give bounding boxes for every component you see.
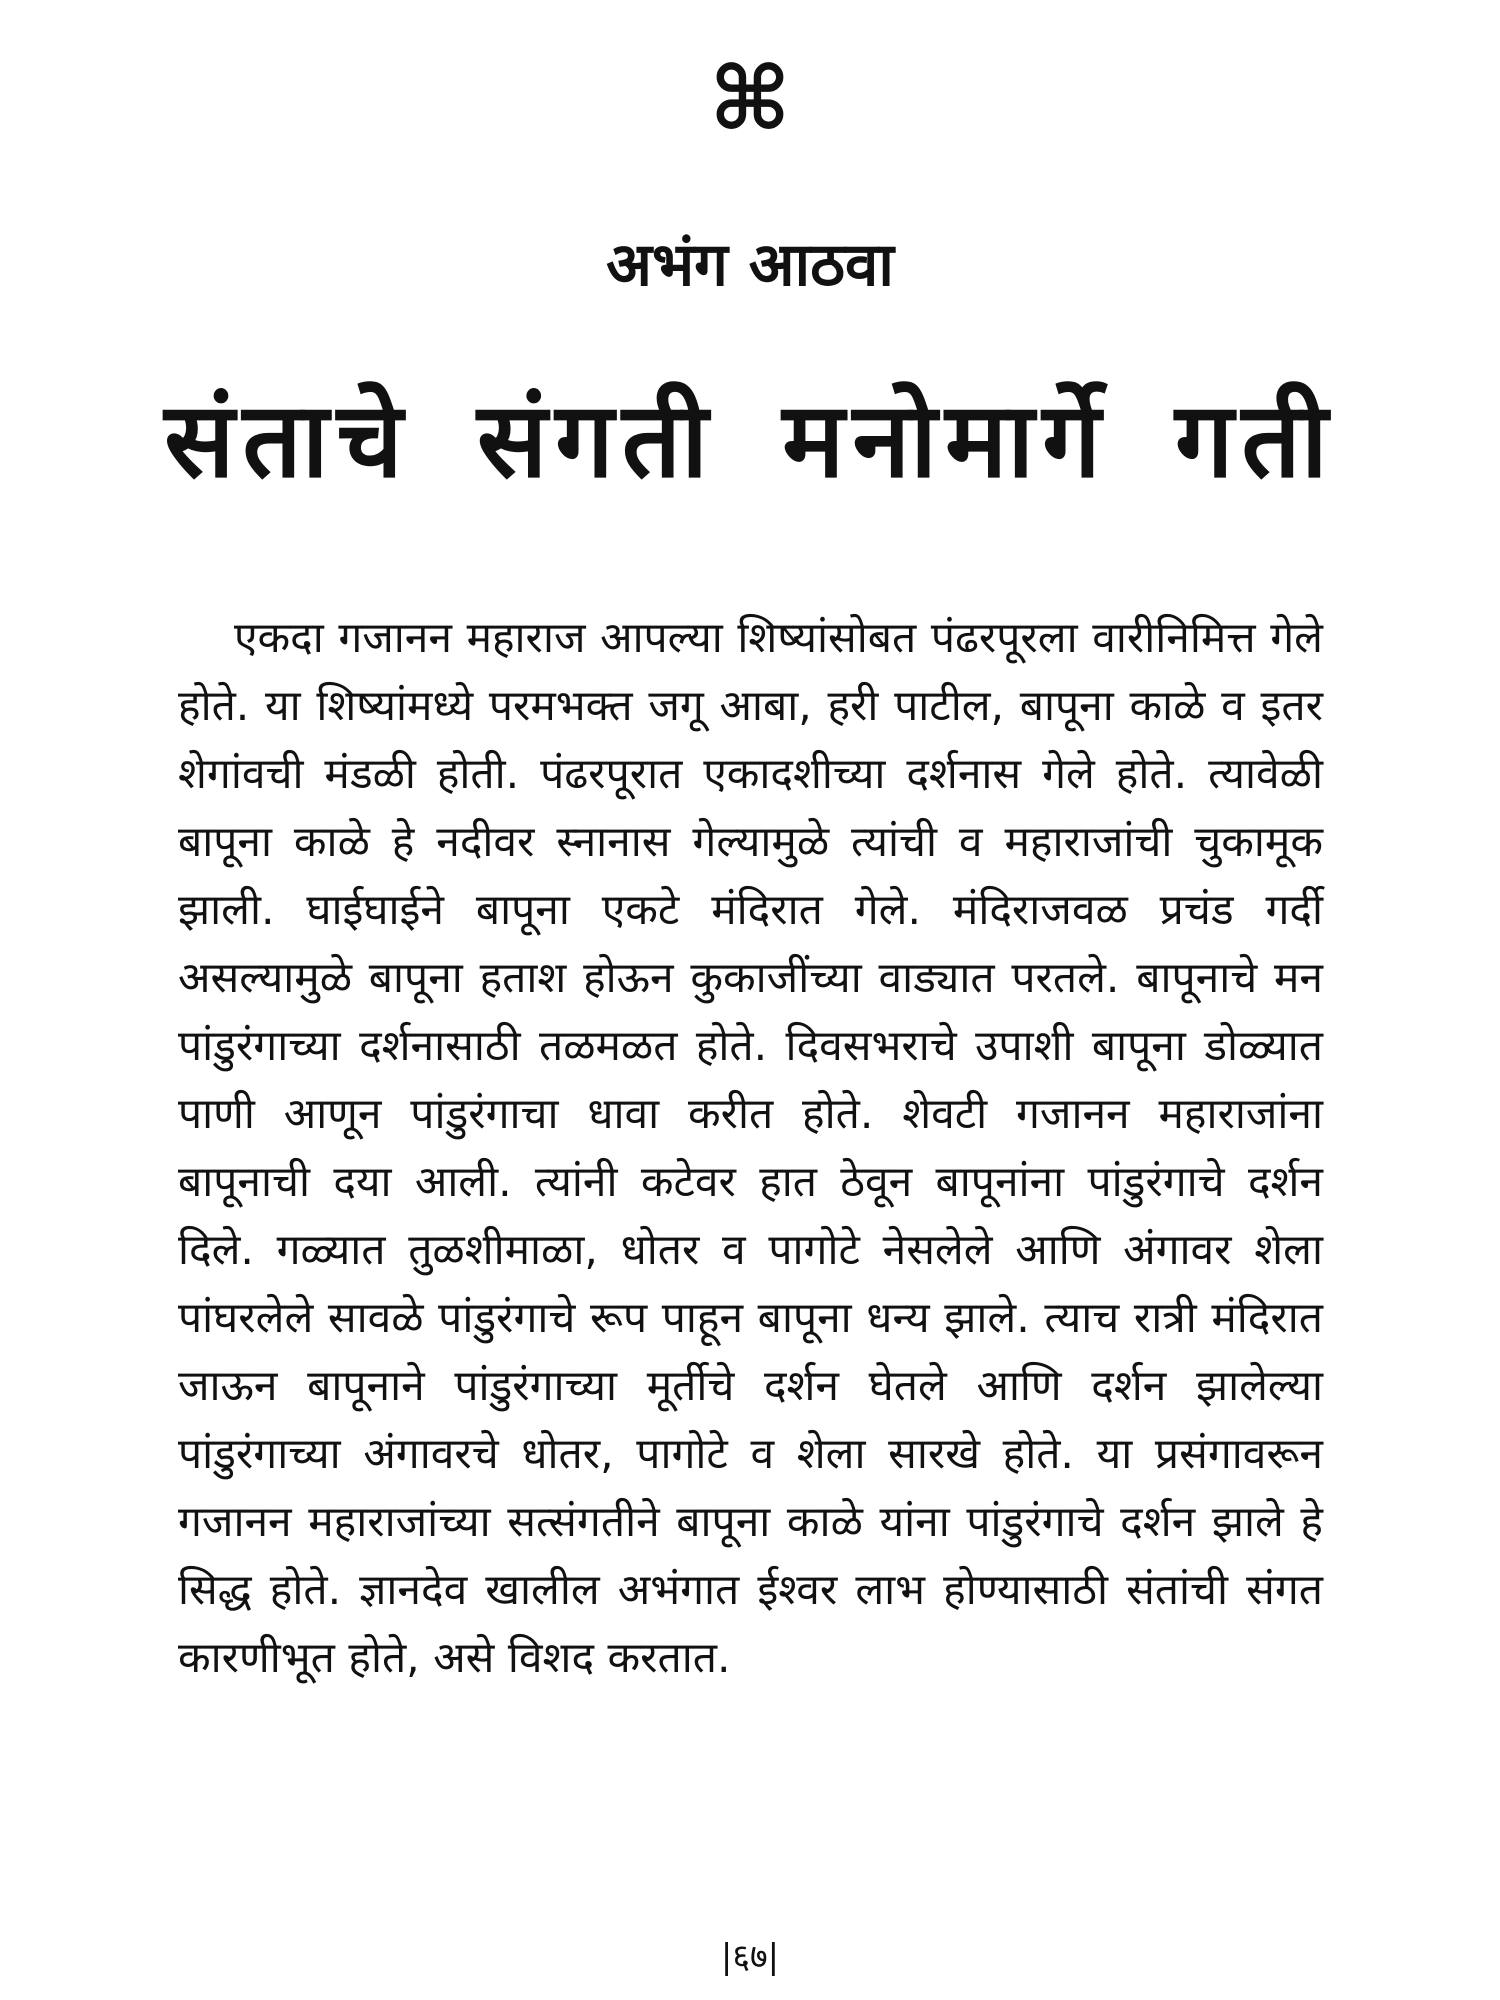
chapter-label: अभंग आठवा bbox=[606, 230, 894, 300]
ornament-icon: ⌘ bbox=[709, 47, 791, 150]
body-paragraph: एकदा गजानन महाराज आपल्या शिष्यांसोबत पंढरपूरला वारीनिमित्त गेले होते. या शिष्यांमध्ये परमभक्त जगू आबा, हरी पाटील, बापूना काळे व इतर शेगांवची मंडळी होती. पंढरपूरात एकादशीच्या दर्शनास गेले होते. त्यावेळी बापूना काळे हे नदीवर स्नानास गेल्यामुळे त्यांची व महाराजांची चुकामूक झाली. घाईघाईने बापूना एकटे मंदिरात गेले. मंदिराजवळ प्रचंड गर्दी असल्यामुळे बापूना हताश होऊन कुकाजींच्या वाड्यात परतले. बापूनाचे मन पांडुरंगाच्या दर्शनासाठी तळमळत होते. दिवसभराचे उपाशी बापूना डोळ्यात पाणी आणून पांडुरंगाचा धावा करीत होते. शेवटी गजानन महाराजांना बापूनाची दया आली. त्यांनी कटेवर हात ठेवून बापूनांना पांडुरंगाचे दर्शन दिले. गळ्यात तुळशीमाळा, धोतर व पागोटे नेसलेले आणि अंगावर शेला पांघरलेले सावळे पांडुरंगाचे रूप पाहून बापूना धन्य झाले. त्याच रात्री मंदिरात जाऊन बापूनाने पांडुरंगाच्या मूर्तीचे दर्शन घेतले आणि दर्शन झालेल्या पांडुरंगाच्या अंगावरचे धोतर, पागोटे व शेला सारखे होते. या प्रसंगावरून गजानन महाराजांच्या सत्संगतीने बापूना काळे यांना पांडुरंगाचे दर्शन झाले हे सिद्ध होते. ज्ञानदेव खालील अभंगात ईश्वर लाभ होण्यासाठी संतांची संगत कारणीभूत होते, असे विशद करतात. bbox=[178, 614, 1323, 1683]
chapter-title: संताचे संगती मनोमार्गे गती bbox=[164, 379, 1336, 501]
page-number: |६७| bbox=[720, 1937, 780, 1977]
